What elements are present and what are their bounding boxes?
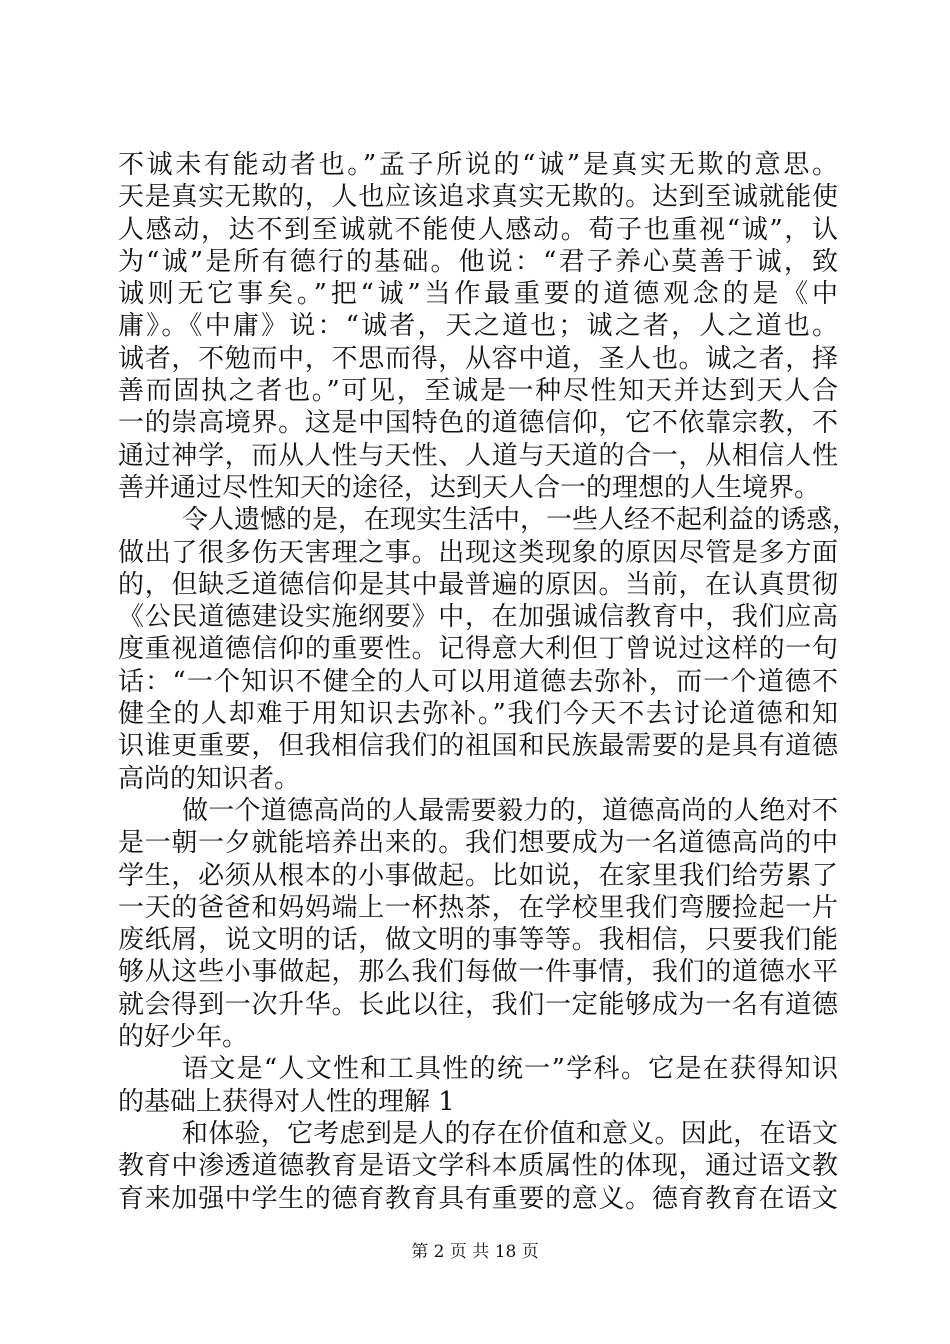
document-body [118, 149, 859, 1215]
text-line: 就会得到一次升华。长此以往，我们一定能够成为一名有道德 [118, 989, 838, 1020]
text-line: 一的崇高境界。这是中国特色的道德信仰，它不依靠宗教，不 [118, 408, 838, 439]
text-line: 诚则无它事矣。”把“诚”当作最重要的道德观念的是《中 [118, 279, 838, 310]
text-line: 识谁更重要，但我相信我们的祖国和民族最需要的是具有道德 [118, 731, 838, 762]
text-line: 废纸屑，说文明的话，做文明的事等等。我相信，只要我们能 [118, 925, 838, 956]
text-line: 育来加强中学生的德育教育具有重要的意义。德育教育在语文 [118, 1183, 838, 1214]
text-line: 做一个道德高尚的人最需要毅力的，道德高尚的人绝对不 [182, 795, 838, 826]
text-line: 度重视道德信仰的重要性。记得意大利但丁曾说过这样的一句 [118, 634, 838, 665]
text-line: 的基础上获得对人性的理解 1 [118, 1086, 455, 1117]
text-line: 人感动，达不到至诚就不能使人感动。荀子也重视“诚”，认 [118, 214, 838, 245]
text-line: 天是真实无欺的，人也应该追求真实无欺的。达到至诚就能使 [118, 182, 838, 213]
text-line: 为“诚”是所有德行的基础。他说：“君子养心莫善于诚，致 [118, 246, 838, 277]
text-line: 学生，必须从根本的小事做起。比如说，在家里我们给劳累了 [118, 860, 838, 891]
text-line: 庸》。《中庸》说：“诚者，天之道也；诚之者，人之道也。 [118, 311, 838, 342]
text-line: 健全的人却难于用知识去弥补。”我们今天不去讨论道德和知 [118, 699, 838, 730]
text-line: 教育中渗透道德教育是语文学科本质属性的体现，通过语文教 [118, 1151, 838, 1182]
text-line: 的，但缺乏道德信仰是其中最普遍的原因。当前，在认真贯彻 [118, 569, 838, 600]
text-line: 话：“一个知识不健全的人可以用道德去弥补，而一个道德不 [118, 666, 838, 697]
text-line: 和体验，它考虑到是人的存在价值和意义。因此，在语文 [182, 1118, 838, 1149]
text-line: 高尚的知识者。 [118, 763, 301, 794]
text-line: 善而固执之者也。”可见，至诚是一种尽性知天并达到天人合 [118, 376, 838, 407]
text-line: 通过神学，而从人性与天性、人道与天道的合一，从相信人性 [118, 440, 838, 471]
page-footer: 第 2 页 共 18 页 [411, 1242, 539, 1262]
text-line: 够从这些小事做起，那么我们每做一件事情，我们的道德水平 [118, 957, 838, 988]
text-line: 令人遗憾的是，在现实生活中，一些人经不起利益的诱惑， [182, 505, 859, 536]
text-line: 做出了很多伤天害理之事。出现这类现象的原因尽管是多方面 [118, 537, 838, 568]
text-line: 善并通过尽性知天的途径，达到天人合一的理想的人生境界。 [118, 472, 821, 503]
text-line: 诚者，不勉而中，不思而得，从容中道，圣人也。诚之者，择 [118, 343, 838, 374]
text-line: 一天的爸爸和妈妈端上一杯热茶，在学校里我们弯腰捡起一片 [118, 892, 838, 923]
text-line: 《公民道德建设实施纲要》中，在加强诚信教育中，我们应高 [118, 602, 838, 633]
text-line: 是一朝一夕就能培养出来的。我们想要成为一名道德高尚的中 [118, 828, 838, 859]
text-line: 不诚未有能动者也。”孟子所说的“诚”是真实无欺的意思。 [118, 150, 838, 180]
text-line: 的好少年。 [118, 1022, 249, 1053]
text-line: 语文是“人文性和工具性的统一”学科。它是在获得知识 [182, 1054, 838, 1085]
